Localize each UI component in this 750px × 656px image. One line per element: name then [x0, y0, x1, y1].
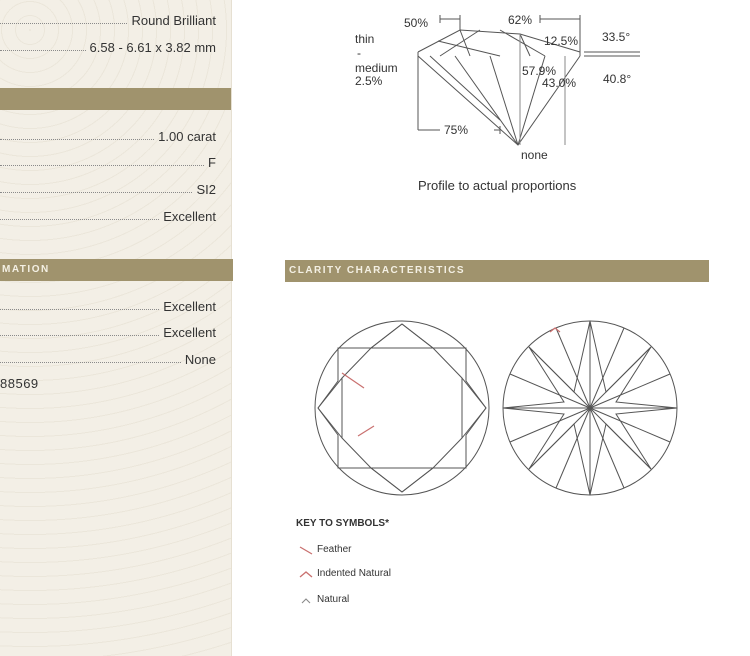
shape-row [0, 10, 216, 28]
crown-star-outer [318, 324, 486, 492]
fluorescence-value: None [184, 352, 216, 367]
shape-value: Round Brilliant [131, 13, 216, 28]
pavilion-depth: 43.0% [542, 76, 577, 90]
cut-row [0, 206, 216, 224]
report-left-panel [0, 0, 232, 656]
pavilion-plot [500, 318, 680, 498]
key-feather-label: Feather [317, 544, 352, 555]
girdle-dash: - [357, 46, 361, 60]
key-to-symbols-title: KEY TO SYMBOLS* [296, 518, 389, 529]
key-feather [298, 544, 351, 555]
key-natural-label: Natural [317, 594, 350, 605]
key-indented-natural-label: Indented Natural [317, 568, 391, 579]
crown-plot [312, 318, 492, 498]
polish-row [0, 296, 216, 314]
clarity-value: SI2 [196, 182, 216, 197]
leader-dots [0, 139, 154, 140]
total-depth: 57.9% [522, 64, 557, 78]
girdle-medium: medium [355, 61, 398, 75]
symmetry-row [0, 322, 216, 340]
crown-outline [315, 321, 489, 495]
leader-dots [0, 192, 192, 193]
girdle-pct: 2.5% [355, 74, 383, 88]
girdle-thin: thin [355, 32, 375, 46]
report-number-fragment: 88569 [0, 376, 39, 391]
crown-height: 12.5% [544, 34, 579, 48]
crown-table [342, 348, 462, 468]
proportions-caption: Profile to actual proportions [418, 178, 577, 193]
key-natural [298, 594, 349, 605]
leader-dots [0, 50, 86, 51]
table-pct: 50% [404, 16, 429, 30]
leader-dots [0, 362, 181, 363]
carat-value: 1.00 carat [158, 129, 216, 144]
symmetry-value: Excellent [163, 325, 216, 340]
total-depth-top: 62% [508, 13, 533, 27]
additional-info-band: MATION [0, 259, 233, 281]
key-indented-natural [298, 568, 391, 579]
grading-results-band [0, 88, 231, 110]
pavilion-angle: 40.8° [603, 72, 632, 86]
measurements-value: 6.58 - 6.61 x 3.82 mm [89, 40, 216, 55]
leader-dots [0, 309, 159, 310]
clarity-characteristics-band: CLARITY CHARACTERISTICS [285, 260, 709, 282]
feather-symbol-icon [298, 545, 314, 555]
polish-value: Excellent [163, 299, 216, 314]
indented-natural-symbol-icon [298, 569, 314, 579]
leader-dots [0, 335, 159, 336]
clarity-row [0, 179, 216, 197]
crown-angle: 33.5° [602, 30, 631, 44]
leader-dots [0, 165, 204, 166]
proportions-diagram [340, 0, 660, 170]
measurements-row [0, 37, 216, 55]
natural-symbol-icon [298, 595, 314, 605]
color-row [0, 152, 216, 170]
color-value: F [208, 155, 216, 170]
culet: none [521, 148, 548, 162]
leader-dots [0, 23, 127, 24]
lower-half: 75% [444, 123, 469, 137]
leader-dots [0, 219, 159, 220]
carat-row [0, 126, 216, 144]
cut-value: Excellent [163, 209, 216, 224]
fluorescence-row [0, 349, 216, 367]
feather-mark [342, 373, 374, 436]
